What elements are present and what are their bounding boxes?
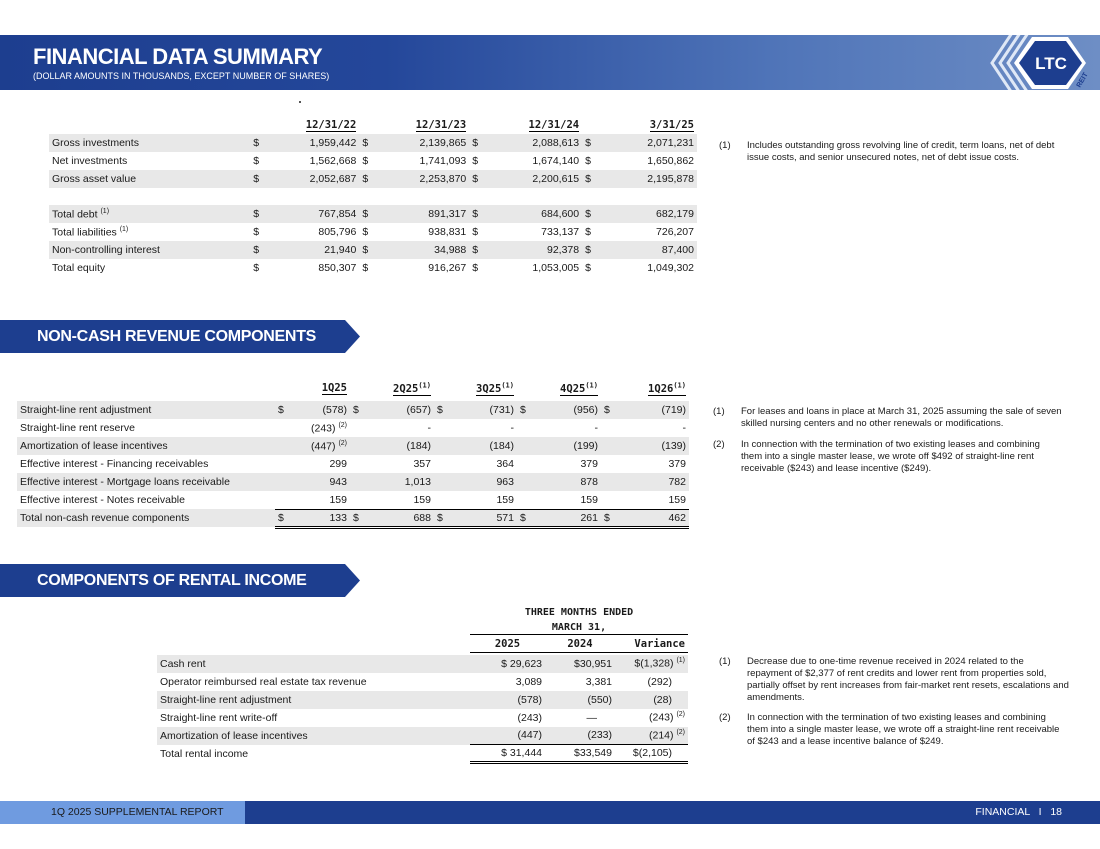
row-label: Cash rent xyxy=(157,655,470,673)
currency: $ xyxy=(362,155,369,167)
cell-value: 1,049,302 xyxy=(647,262,694,274)
rental-col-header: Variance xyxy=(615,635,688,653)
table-row xyxy=(49,223,697,241)
cell-value: (578) xyxy=(287,401,350,419)
total-row xyxy=(157,745,688,763)
cell-value: - xyxy=(682,422,686,434)
total-row xyxy=(17,509,689,527)
cell-value: 1,053,005 xyxy=(532,262,580,274)
footnote-text: Includes outstanding gross revolving line of credit, term loans, net of debt issue costs, and senior unsecured notes, net of debt issue costs. xyxy=(747,140,1055,163)
currency: $ xyxy=(359,170,371,188)
cell-value: 364 xyxy=(496,458,514,470)
currency: $ xyxy=(469,170,481,188)
cell-value: 2,195,878 xyxy=(594,170,697,188)
cell-value: 782 xyxy=(613,473,689,491)
row-label: Total rental income xyxy=(160,747,249,760)
table-row xyxy=(49,152,697,170)
cell-value: 379 xyxy=(580,458,598,470)
cell-value: 462 xyxy=(613,509,689,527)
page-subtitle: (DOLLAR AMOUNTS IN THOUSANDS, EXCEPT NUMBER OF SHARES) xyxy=(33,71,330,81)
row-label: Effective interest - Notes receivable xyxy=(20,494,185,506)
cell-value: (243) xyxy=(517,711,542,724)
cell-value: 159 xyxy=(446,491,517,509)
cell-value: 357 xyxy=(413,458,431,470)
cell-value: (956) xyxy=(529,401,601,419)
period-line: THREE MONTHS ENDED xyxy=(524,607,634,618)
footnote-number: (1) xyxy=(719,656,731,667)
currency: $ xyxy=(359,205,371,223)
currency: $ xyxy=(359,134,371,152)
section-title: NON-CASH REVENUE COMPONENTS xyxy=(37,328,317,345)
currency: $ xyxy=(434,509,446,527)
cell-value: (233) xyxy=(545,727,615,745)
currency: $ xyxy=(585,226,591,238)
currency: $ xyxy=(472,262,479,274)
cell-value: (292) xyxy=(647,675,672,688)
currency: $ xyxy=(585,262,591,274)
footnote-text: For leases and loans in place at March 31, 2025 assuming the sale of seven skilled nursing centers and no other renewals or modifications. xyxy=(741,406,1062,429)
cell-value: 2,071,231 xyxy=(594,134,697,152)
cell-value: (243) $^{(2)}$ xyxy=(649,711,685,724)
currency: $ xyxy=(275,401,287,419)
currency: $ xyxy=(250,170,262,188)
cell-value: 878 xyxy=(529,473,601,491)
cell-value: 379 xyxy=(668,458,686,470)
footnote-number: (2) xyxy=(719,712,731,723)
table-row xyxy=(49,134,697,152)
noncash-col-header: 3Q25$^{(1)}$ xyxy=(476,381,514,395)
cell-value: 159 xyxy=(529,491,601,509)
footnote-text: In connection with the termination of two existing leases and combining them into a single master lease, we wrote off $492 of straight-line rent receivable ($243) and lease incentive ($249). xyxy=(741,439,1040,474)
table-row xyxy=(157,673,688,691)
cell-value: 159 xyxy=(613,491,689,509)
row-label: Gross asset value xyxy=(49,170,250,188)
cell-value: 682,179 xyxy=(594,205,697,223)
cell-value: 767,854 xyxy=(262,205,359,223)
table-row xyxy=(17,437,689,455)
currency: $ xyxy=(350,401,362,419)
financial-summary-table xyxy=(49,116,697,277)
currency: $ xyxy=(362,262,369,274)
cell-value: (550) xyxy=(545,691,615,709)
table-row xyxy=(157,655,688,673)
currency: $ xyxy=(582,170,594,188)
logo-text: LTC xyxy=(1035,54,1067,73)
cell-value: 2,200,615 xyxy=(481,170,582,188)
cell-value: 938,831 xyxy=(428,226,467,238)
cell-value: (214) $^{(2)}$ xyxy=(615,727,688,745)
cell-value: 299 xyxy=(329,458,347,470)
table-row xyxy=(157,709,688,727)
currency: $ xyxy=(601,401,613,419)
row-label: Total equity xyxy=(52,262,106,274)
summary-col-header: 3/31/25 xyxy=(649,119,694,131)
cell-value: 1,674,140 xyxy=(532,155,580,167)
cell-value: 2,139,865 xyxy=(371,134,469,152)
summary-col-header: 12/31/22 xyxy=(305,119,357,131)
currency: $ xyxy=(469,241,481,259)
currency: $ xyxy=(434,401,446,419)
cell-value: $30,951 xyxy=(545,655,615,673)
cell-value: 159 xyxy=(362,491,434,509)
footer-report-title: 1Q 2025 SUPPLEMENTAL REPORT xyxy=(51,806,224,818)
cell-value: 726,207 xyxy=(656,226,694,238)
footer-page-info xyxy=(975,806,1062,818)
page-footer xyxy=(0,801,1100,824)
footer-separator: I xyxy=(1038,806,1042,818)
table-row xyxy=(157,691,688,709)
cell-value: 159 xyxy=(287,491,350,509)
row-label: Effective interest - Mortgage loans receivable xyxy=(17,473,275,491)
section-title: COMPONENTS OF RENTAL INCOME xyxy=(37,572,307,589)
currency: $ xyxy=(253,155,260,167)
cell-value: 805,796 xyxy=(318,226,357,238)
cell-value: (657) xyxy=(362,401,434,419)
currency: $ xyxy=(350,509,362,527)
summary-col-header: 12/31/23 xyxy=(415,119,467,131)
cell-value: $ 29,623 xyxy=(470,655,545,673)
footnote-text: In connection with the termination of two existing leases and combining them into a single master lease, we wrote off a straight-line rent receivable of $243 and a lease incentive balance of $249. xyxy=(747,712,1060,747)
cell-value: 1,013 xyxy=(362,473,434,491)
row-label: Net investments xyxy=(52,155,128,167)
period-line: MARCH 31, xyxy=(551,622,607,633)
rental-period-header xyxy=(470,605,688,635)
cell-value: 3,381 xyxy=(585,675,612,688)
noncash-col-header: 1Q26$^{(1)}$ xyxy=(648,381,686,395)
currency: $ xyxy=(362,226,369,238)
cell-value: 2,052,687 xyxy=(262,170,359,188)
cell-value: 21,940 xyxy=(262,241,359,259)
cell-value: (139) xyxy=(613,437,689,455)
table-row xyxy=(49,205,697,223)
row-label: Total non-cash revenue components xyxy=(17,509,275,527)
noncash-col-header: 2Q25$^{(1)}$ xyxy=(393,381,431,395)
cell-value: 92,378 xyxy=(481,241,582,259)
currency: $ xyxy=(472,226,479,238)
currency: $ xyxy=(253,262,260,274)
cell-value: (578) xyxy=(470,691,545,709)
row-label: Non-controlling interest xyxy=(49,241,250,259)
currency: $ xyxy=(250,134,262,152)
noncash-col-header: 4Q25$^{(1)}$ xyxy=(560,381,598,395)
table-row xyxy=(49,259,697,277)
cell-value: 916,267 xyxy=(428,262,467,274)
cell-value: (447) $^{(2)}$ xyxy=(287,437,350,455)
currency: $ xyxy=(359,241,371,259)
cell-value: (28) xyxy=(615,691,688,709)
currency: $ xyxy=(253,226,260,238)
noncash-revenue-table xyxy=(17,379,689,529)
currency: $ xyxy=(582,205,594,223)
cell-value: 943 xyxy=(287,473,350,491)
row-label: Straight-line rent adjustment xyxy=(17,401,275,419)
currency: $ xyxy=(585,155,591,167)
summary-col-header: 12/31/24 xyxy=(528,119,580,131)
cell-value: (184) xyxy=(362,437,434,455)
cell-value: 2,253,870 xyxy=(371,170,469,188)
footnote-text: Decrease due to one-time revenue received in 2024 related to the repayment of $2,377 of rent credits and lower rent from properties sold, partially offset by rent increases from fair-market rent resets, escalations and amendments. xyxy=(747,656,1069,703)
cell-value: 1,959,442 xyxy=(262,134,359,152)
logo-subtext: REIT xyxy=(1075,71,1090,89)
cell-value: - xyxy=(510,422,514,434)
cell-value: (719) xyxy=(613,401,689,419)
cell-value: 963 xyxy=(446,473,517,491)
table-row xyxy=(17,455,689,473)
footer-report-block xyxy=(0,801,245,824)
rental-col-header: 2025 xyxy=(470,635,545,653)
currency: $ xyxy=(469,205,481,223)
footnote-number: (1) xyxy=(719,140,731,151)
table-row xyxy=(17,401,689,419)
ltc-reit-logo xyxy=(990,35,1100,90)
row-label: Amortization of lease incentives xyxy=(157,727,470,745)
cell-value: 3,089 xyxy=(515,675,542,688)
table-row xyxy=(49,241,697,259)
row-label: Straight-line rent adjustment xyxy=(157,691,470,709)
table-row xyxy=(17,473,689,491)
currency: $ xyxy=(582,241,594,259)
cell-value: 2,088,613 xyxy=(481,134,582,152)
currency: $ xyxy=(601,509,613,527)
rental-col-header: 2024 xyxy=(545,635,615,653)
table-row xyxy=(49,170,697,188)
cell-value: (199) xyxy=(529,437,601,455)
row-label: Gross investments xyxy=(49,134,250,152)
cell-value: 261 xyxy=(529,509,601,527)
currency: $ xyxy=(517,509,529,527)
cell-value: (447) xyxy=(470,727,545,745)
row-label: Straight-line rent reserve xyxy=(20,422,135,434)
currency: $ xyxy=(250,241,262,259)
table-row xyxy=(17,419,689,437)
table-row xyxy=(17,491,689,509)
cell-value: $33,549 xyxy=(545,745,615,763)
row-label: Operator reimbursed real estate tax revenue xyxy=(160,675,367,688)
footnote-number: (1) xyxy=(713,406,725,417)
cell-value: $(1,328) $^{(1)}$ xyxy=(615,655,688,673)
row-label: Total liabilities $^{(1)}$ xyxy=(52,225,129,239)
currency: $ xyxy=(250,205,262,223)
noncash-col-header: 1Q25 xyxy=(321,382,347,394)
row-label: Amortization of lease incentives xyxy=(17,437,275,455)
cell-value: 891,317 xyxy=(371,205,469,223)
rental-income-table xyxy=(157,634,688,764)
cell-value: — xyxy=(586,711,597,724)
cell-value: (184) xyxy=(446,437,517,455)
currency: $ xyxy=(275,509,287,527)
cell-value: 34,988 xyxy=(371,241,469,259)
cell-value: 133 xyxy=(287,509,350,527)
cell-value: 688 xyxy=(362,509,434,527)
row-label: Straight-line rent write-off xyxy=(160,711,278,724)
cell-value: 684,600 xyxy=(481,205,582,223)
cell-value: 1,741,093 xyxy=(419,155,467,167)
cell-value: 87,400 xyxy=(594,241,697,259)
rental-banner-label-wrap xyxy=(0,564,340,597)
table-row xyxy=(157,727,688,745)
footnote-number: (2) xyxy=(713,439,725,450)
footer-section: FINANCIAL xyxy=(975,806,1030,818)
cell-value: 1,650,862 xyxy=(647,155,694,167)
row-label: Total debt $^{(1)}$ xyxy=(49,205,250,223)
cell-value: 733,137 xyxy=(541,226,580,238)
stray-dot xyxy=(299,101,301,103)
cell-value: 571 xyxy=(446,509,517,527)
cell-value: 850,307 xyxy=(318,262,357,274)
currency: $ xyxy=(582,134,594,152)
currency: $ xyxy=(472,155,479,167)
noncash-banner-label-wrap xyxy=(0,320,340,353)
cell-value: (731) xyxy=(446,401,517,419)
cell-value: 1,562,668 xyxy=(309,155,357,167)
page-title: FINANCIAL DATA SUMMARY xyxy=(33,44,323,69)
cell-value: - xyxy=(594,422,598,434)
cell-value: $ 31,444 xyxy=(470,745,545,763)
page-number: 18 xyxy=(1050,806,1062,818)
cell-value: - xyxy=(427,422,431,434)
cell-value: $(2,105) xyxy=(615,745,688,763)
page-header xyxy=(0,35,1100,90)
currency: $ xyxy=(517,401,529,419)
row-label: Effective interest - Financing receivables xyxy=(20,458,209,470)
cell-value: (243) $^{(2)}$ xyxy=(311,421,347,435)
currency: $ xyxy=(469,134,481,152)
